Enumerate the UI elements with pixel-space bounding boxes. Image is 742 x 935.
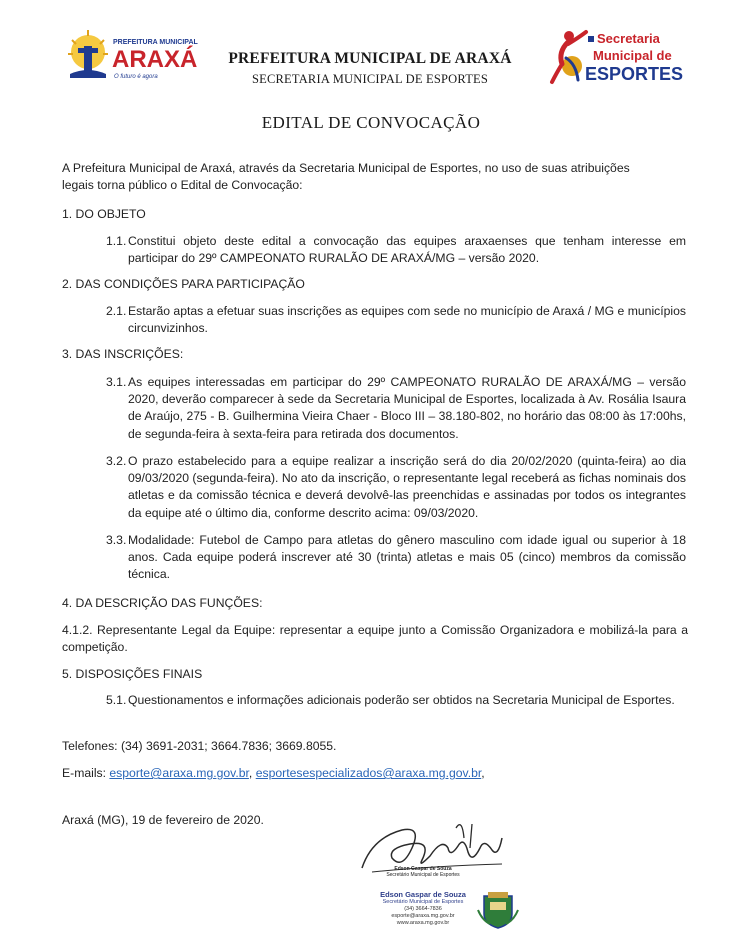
email-link-esportes-especializados[interactable]: esportesespecializados@araxa.mg.gov.br	[255, 766, 482, 780]
item-text: Questionamentos e informações adicionais poderão ser obtidos na Secretaria Municipal de Esportes.	[128, 693, 675, 707]
item-text: Estarão aptas a efetuar suas inscrições as equipes com sede no município de Araxá / MG e municípios circunvizinhos.	[128, 304, 686, 336]
secretaria-esportes-logo	[548, 24, 694, 90]
item-number: 5.1.	[106, 693, 127, 707]
email-link-esporte[interactable]: esporte@araxa.mg.gov.br	[109, 766, 249, 780]
item-3-1	[106, 374, 686, 443]
logo-line2: Municipal de	[593, 48, 672, 63]
item-number: 3.2.	[106, 454, 127, 468]
header-subtitle: SECRETARIA MUNICIPAL DE ESPORTES	[251, 72, 489, 86]
section-5-heading: 5. DISPOSIÇÕES FINAIS	[62, 667, 203, 681]
item-1-1	[106, 233, 686, 267]
section-3-heading: 3. DAS INSCRIÇÕES:	[62, 347, 184, 361]
item-text: Constitui objeto deste edital a convocação das equipes araxaenses que tenham interesse em participar do 29º CAMPEONATO RURALÃO DE ARAXÁ/MG – versão 2020.	[128, 234, 686, 266]
logo-line3: ESPORTES	[585, 64, 684, 84]
araxa-logo	[64, 26, 198, 88]
section-2-heading: 2. DAS CONDIÇÕES PARA PARTICIPAÇÃO	[62, 277, 305, 291]
document-title: EDITAL DE CONVOCAÇÃO	[261, 113, 481, 132]
item-number: 1.1.	[106, 234, 127, 248]
item-text: Modalidade: Futebol de Campo para atletas do gênero masculino com idade igual ou superior à 18 anos. Cada equipe poderá inscrever até 30 (trinta) atletas e mais 05 (cinco) membros da comissão técnica.	[128, 533, 686, 582]
email-end: ,	[481, 766, 485, 780]
municipal-crest-icon	[476, 890, 520, 930]
item-number: 3.3.	[106, 533, 127, 547]
official-stamp	[368, 890, 478, 927]
signature-name: Edson Gaspar de Souza	[394, 866, 452, 872]
stamp-role: Secretário Municipal de Esportes	[382, 899, 464, 905]
header-title: PREFEITURA MUNICIPAL DE ARAXÁ	[228, 50, 512, 67]
stamp-name: Edson Gaspar de Souza	[380, 890, 466, 899]
section-4-heading: 4. DA DESCRIÇÃO DAS FUNÇÕES:	[62, 596, 263, 610]
item-2-1	[106, 303, 686, 337]
logo-small-text: PREFEITURA MUNICIPAL	[113, 39, 198, 46]
signature-caption	[377, 866, 469, 878]
logo-name: ARAXÁ	[112, 46, 198, 73]
logo-line1: Secretaria	[597, 31, 660, 46]
section-1-heading: 1. DO OBJETO	[62, 207, 146, 221]
phones-line: Telefones: (34) 3691-2031; 3664.7836; 3669.8055.	[62, 739, 337, 753]
item-4-1-2: 4.1.2. Representante Legal da Equipe: representar a equipe junto a Comissão Organizadora e mobilizá-la para a competição.	[62, 623, 688, 655]
emails-label: E-mails:	[62, 766, 107, 780]
item-text: O prazo estabelecido para a equipe realizar a inscrição será do dia 20/02/2020 (quinta-feira) ao dia 09/03/2020 (segunda-feira). No ato da inscrição, o representante legal receberá as fichas nominais dos atletas e da comissão técnica e deverá devolvê-las preenchidas e assinadas por todos os integrantes da equipe até o último dia, conforme descrito acima: 09/03/2020.	[128, 454, 686, 520]
item-5-1	[106, 692, 686, 709]
item-text: As equipes interessadas em participar do 29º CAMPEONATO RURALÃO DE ARAXÁ/MG – versão 2020, deverão comparecer à sede da Secretaria Municipal de Esportes, localizada à Av. Rosália Isaura de Araújo, 275 - B. Guilhermina Vieira Chaer - Bloco III – 38.180-802, no horário das 08:00 às 17:00hs, de segunda-feira à sexta-feira para retirada dos documentos.	[128, 375, 686, 441]
intro-line-1: A Prefeitura Municipal de Araxá, através da Secretaria Municipal de Esportes, no uso de suas atribuições	[62, 161, 630, 175]
item-3-3	[106, 532, 686, 584]
place-date: Araxá (MG), 19 de fevereiro de 2020.	[62, 813, 264, 827]
item-number: 3.1.	[106, 375, 127, 389]
item-number: 2.1.	[106, 304, 127, 318]
signature-role: Secretário Municipal de Esportes	[386, 872, 460, 878]
logo-tagline: O futuro é agora	[114, 74, 158, 80]
athlete-icon	[552, 31, 586, 82]
intro-line-2: legais torna público o Edital de Convocação:	[62, 178, 303, 192]
email-separator: ,	[248, 766, 253, 780]
stamp-email: esporte@araxa.mg.gov.br	[391, 913, 455, 919]
item-3-2	[106, 453, 686, 522]
stamp-site: www.araxa.mg.gov.br	[396, 920, 450, 926]
stamp-phone: (34) 3664-7836	[404, 906, 442, 912]
emails-line	[62, 765, 688, 782]
